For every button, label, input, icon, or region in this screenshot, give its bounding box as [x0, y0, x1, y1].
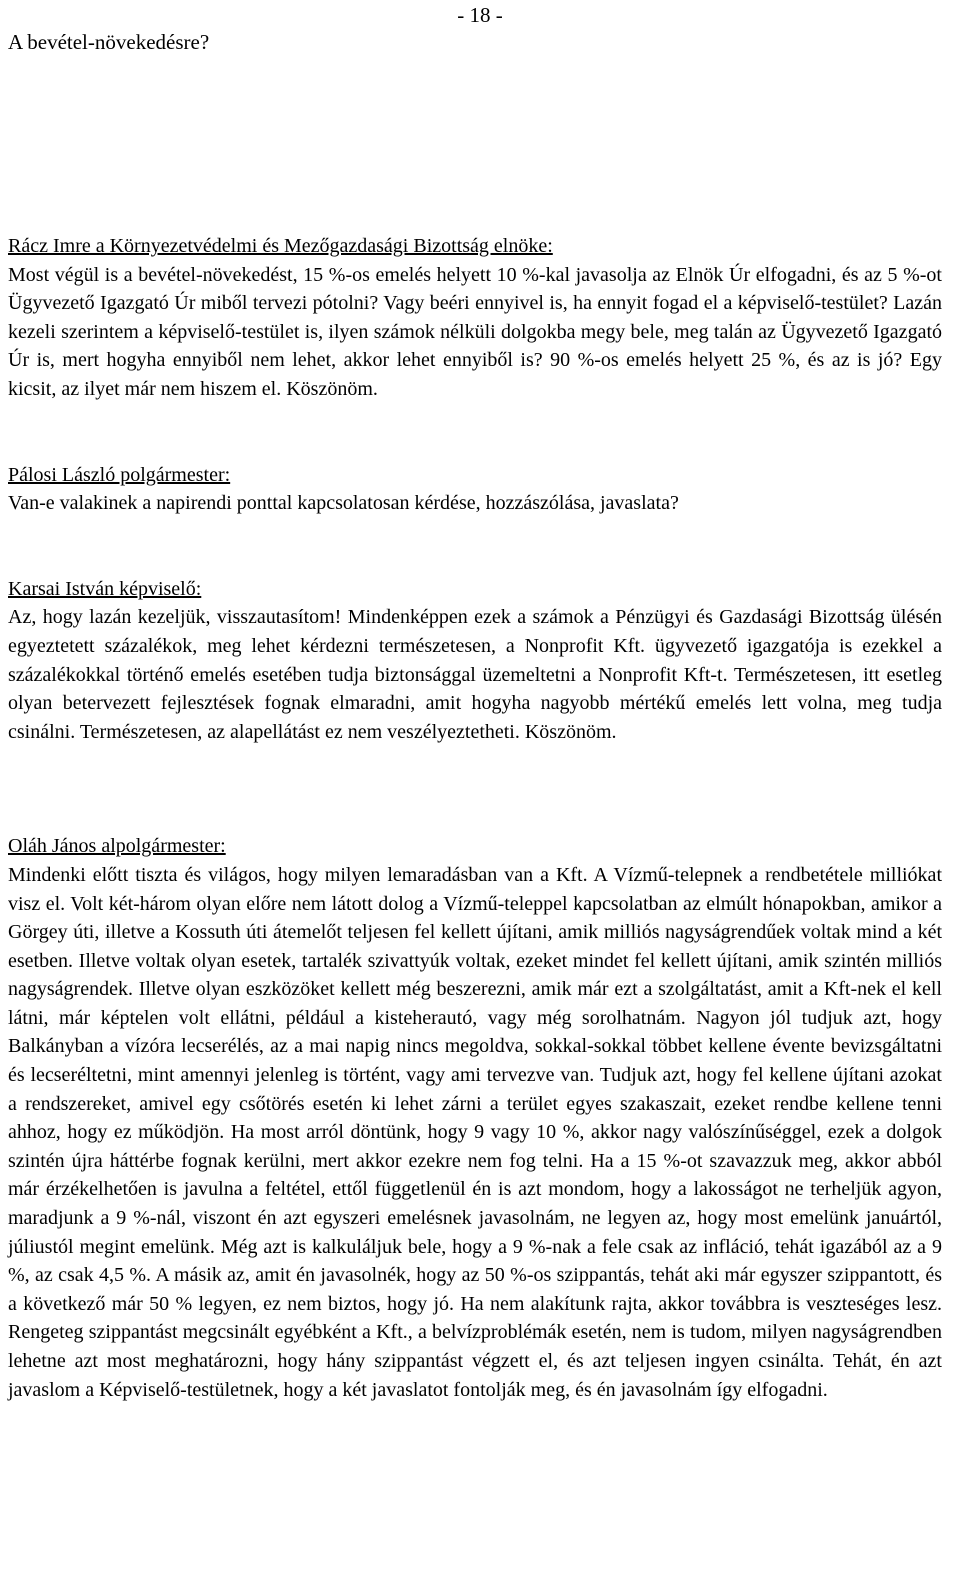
- speech-text: Az, hogy lazán kezeljük, visszautasítom! Mindenképpen ezek a számok a Pénzügyi és Gazdasági Bizottság ülésén egyeztetett százalékok, meg lehet kérdezni természetesen, a Nonprofit Kft. ügyvezető igazgatója is ezekkel a százalékokkal történő emelés esetében tudja biztonsággal üzemeltetni a Nonprofit Kft-t. Természetesen, itt esetleg olyan betervezett fejlesztések fognak elmaradni, amit hogyha nagyobb mértékű emelés lett volna, meg tudja csinálni. Természetesen, az alapellátást ez nem veszélyeztetheti. Köszönöm.: [8, 606, 942, 743]
- speech-text: Mindenki előtt tiszta és világos, hogy milyen lemaradásban van a Kft. A Vízmű-telepnek a rendbetétele milliókat visz el. Volt két-három olyan előre nem látott dolog a Vízmű-teleppel kapcsolatban az elmúlt hónapokban, amikor a Görgey úti, illetve a Kossuth úti átemelőt teljesen fel kellett újítani, amik milliós nagyságrendűek voltak mind a két esetben. Illetve voltak olyan esetek, tartalék szivattyúk voltak, ezeket mindet fel kellett újítani, amik szintén milliós nagyságrendek. Illetve olyan eszközöket kellett még beszerezni, amik már ezt a szolgáltatást, amit a Kft-nek el kell látni, már képtelen volt ellátni, például a kisteherautó, vagy még sorolhatnám. Nagyon jól tudjuk azt, hogy Balkányban a vízóra lecserélés, az a mai napig nincs megoldva, sokkal-sokkal többet kellene évente bevizsgáltatni és lecseréltetni, mint amennyi jelenleg is történt, vagy ami tervezve van. Tudjuk azt, hogy fel kellene újítani azokat a rendszereket, amivel egy csőtörés esetén ki lehet zárni a terület egyes szakaszait, ezeket rendbe kellene tenni ahhoz, hogy ez működjön. Ha most arról döntünk, hogy 9 vagy 10 %, akkor nagy valószínűséggel, ezek a dolgok szintén újra háttérbe fognak kerülni, mert akkor ezekre nem fog telni. Ha a 15 %-ot szavazzuk meg, akkor abból már érzékelhetően is javulna a feltétel, ettől függetlenül én is azt mondom, hogy a lakosságot ne terheljük agyon, maradjunk a 9 %-nál, viszont én azt egyszeri emelésnek javasolnám, ne legyen az, hogy most emelünk januártól, júliustól megint emelünk. Még azt is kalkuláljuk bele, hogy a 9 %-nak a fele csak az infláció, tehát igazából az a 9 %, az csak 4,5 %. A másik az, amit én javasolnék, hogy az 50 %-os szippantás, tehát aki már egyszer szippantott, és a következő már 50 % legyen, ez nem biztos, hogy jó. Ha nem alakítunk rajta, akkor továbbra is veszteséges lesz. Rengeteg szippantást megcsinált egyébként a Kft., a belvízproblémák esetén, nem is tudom, milyen nagyságrendben lehetne azt most meghatározni, hogy hány szippantást végzett el, és azt teljesen ingyen csinálta. Tehát, én azt javaslom a Képviselő-testületnek, hogy a két javaslatot fontolják meg, és én javasolnám így elfogadni.: [8, 863, 942, 1401]
- speech-karsai-istvan: [8, 575, 942, 747]
- speech-text: Van-e valakinek a napirendi ponttal kapcsolatosan kérdése, hozzászólása, javaslata?: [8, 492, 679, 515]
- page-number: - 18 -: [457, 3, 503, 27]
- speech-olah-janos: [8, 832, 942, 1404]
- speaker-name: Rácz Imre a Környezetvédelmi és Mezőgazdasági Bizottság elnöke:: [8, 235, 553, 257]
- speech-palosi-laszlo: [8, 461, 942, 518]
- speech-racz-imre: [8, 232, 942, 404]
- intro-question: A bevétel-növekedésre?: [8, 30, 210, 54]
- transcript-body: [8, 232, 942, 1404]
- speech-text: Most végül is a bevétel-növekedést, 15 %-os emelés helyett 10 %-kal javasolja az Elnök Úr elfogadni, és az 5 %-ot Ügyvezető Igazgató Úr miből tervezi pótolni? Vagy beéri ennyivel is, ha ennyit fogad el a képviselő-testület? Lazán kezeli szerintem a képviselő-testület is, ilyen számok nélküli dolgokba megy bele, meg talán az Ügyvezető Igazgató Úr is, mert hogyha ennyiből nem lehet, akkor lehet ennyiből is? 90 %-os emelés helyett 25 %, és az is jó? Egy kicsit, az ilyet már nem hiszem el. Köszönöm.: [8, 263, 942, 400]
- speaker-name: Karsai István képviselő:: [8, 577, 202, 600]
- speaker-name: Pálosi László polgármester:: [8, 463, 231, 486]
- speaker-name: Oláh János alpolgármester:: [8, 835, 226, 858]
